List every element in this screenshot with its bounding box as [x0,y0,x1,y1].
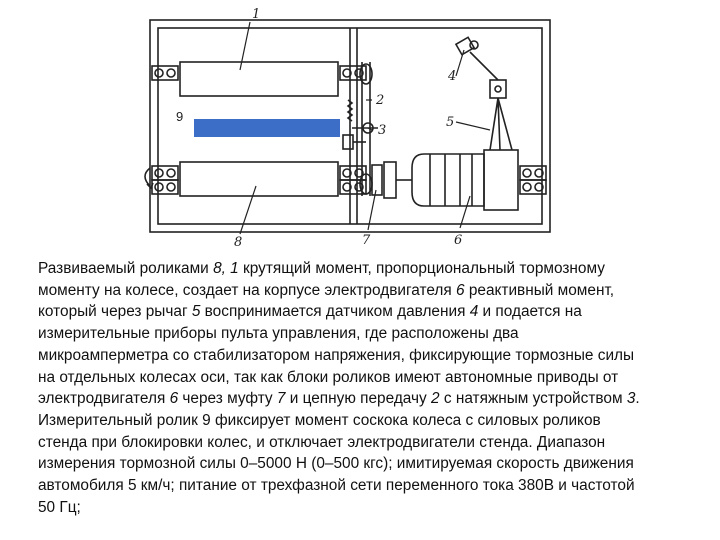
desc-line-2: моменту на колесе, создает на корпусе электродвигателя 6 реактивный момент, [38,281,615,299]
brake-stand-diagram [0,0,720,260]
roller-8 [180,162,338,196]
callout-2: 2 [376,93,385,108]
roller-1 [180,62,338,96]
desc-line-6: на отдельных колесах оси, так как блоки роликов имеют автономные приводы от [38,368,619,386]
callout-1: 1 [252,7,261,22]
desc-line-11: автомобиля 5 км/ч; питание от трехфазной сети переменного тока 380В и частотой [38,477,635,495]
electric-motor-6 [412,150,518,210]
desc-line-7: электродвигателя 6 через муфту 7 и цепную передачу 2 с натяжным устройством 3. [38,390,640,408]
desc-line-5: микроамперметра со стабилизатором напряжения, фиксирующие тормозные силы [38,346,635,364]
desc-line-9: стенда при блокировки колес, и отключает электродвигатели стенда. Диапазон [38,433,606,451]
coupling-7 [372,162,412,198]
desc-line-10: измерения тормозной силы 0–5000 Н (0–500 кгс); имитируемая скорость движения [38,455,634,473]
desc-line-4: измерительные приборы пульта управления, где расположены два [38,325,519,343]
callout-3: 3 [378,123,387,138]
measuring-roller-9 [194,119,340,137]
desc-line-8: Измерительный ролик 9 фиксирует момент соскока колеса с силовых роликов [38,411,601,429]
tensioner-3 [343,100,378,149]
desc-line-12: 50 Гц; [38,498,81,516]
callout-4: 4 [448,69,457,84]
description-text [38,258,698,518]
callout-6: 6 [454,233,463,248]
pressure-sensor-4 [456,37,498,80]
desc-line-1: Развиваемый роликами 8, 1 крутящий момент, пропорциональный тормозному [38,260,605,277]
callout-5: 5 [446,115,455,130]
callout-7: 7 [362,233,371,248]
callout-9: 9 [176,109,184,124]
lever-5 [490,80,512,150]
callout-8: 8 [234,235,243,250]
desc-line-3: который через рычаг 5 воспринимается датчиком давления 4 и подается на [38,303,582,321]
